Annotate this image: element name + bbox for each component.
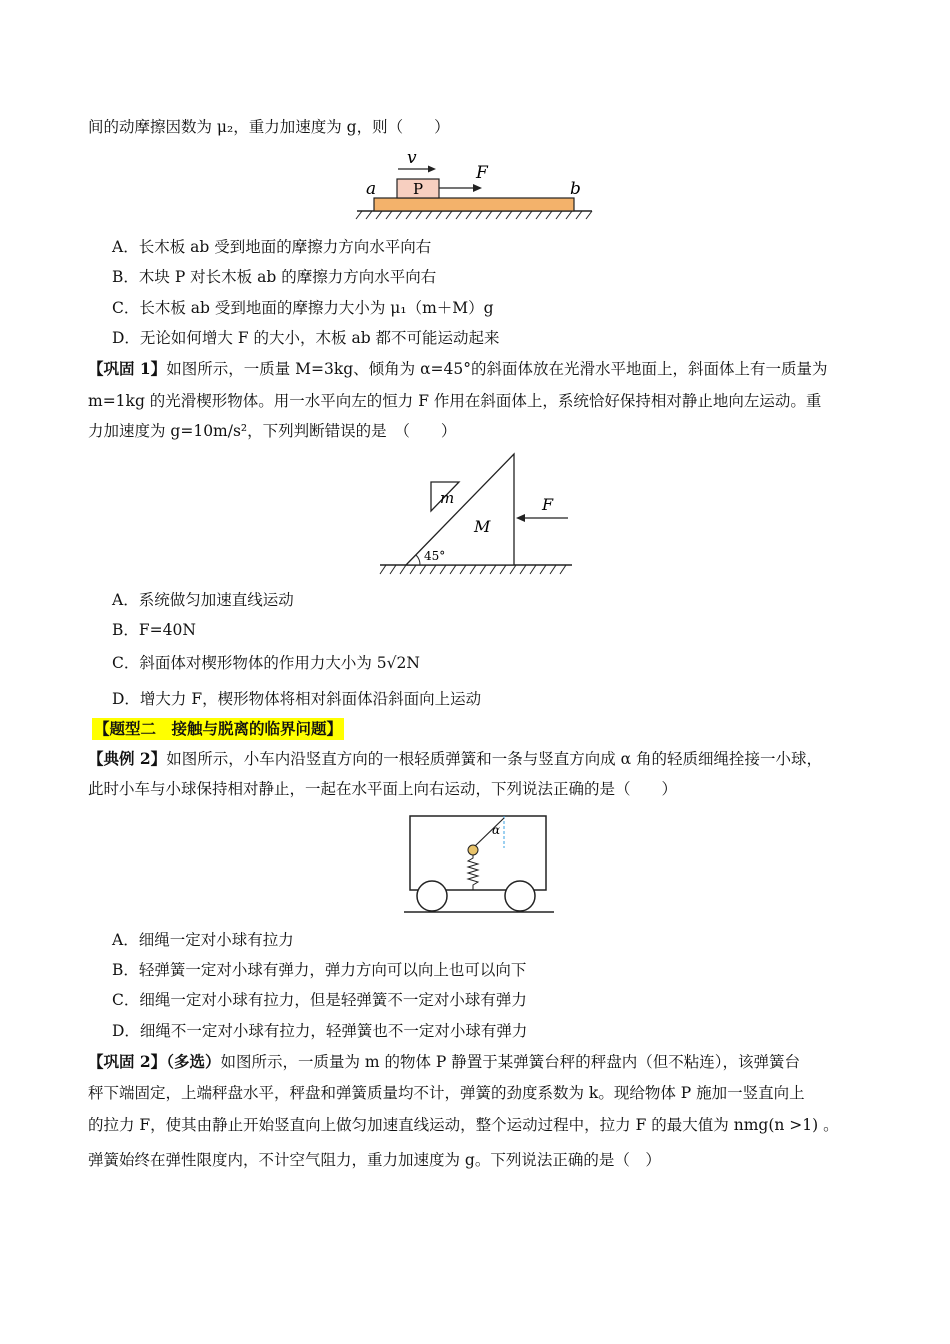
q1-option-a: A．长木板 ab 受到地面的摩擦力方向水平向右 bbox=[112, 238, 432, 256]
q3-text-1: 如图所示，小车内沿竖直方向的一根轻质弹簧和一条与竖直方向成 α 角的轻质细绳拴接一小球， bbox=[166, 750, 823, 768]
q2-option-c: C．斜面体对楔形物体的作用力大小为 5√2N bbox=[112, 654, 420, 672]
q2-line-1 bbox=[88, 358, 828, 380]
q3-option-d: D．细绳不一定对小球有拉力，轻弹簧也不一定对小球有弹力 bbox=[112, 1022, 528, 1040]
label-a: a bbox=[366, 179, 377, 199]
label-angle: 45° bbox=[424, 549, 446, 563]
q3-line-1 bbox=[88, 748, 822, 770]
q1-option-b: B．木块 P 对长木板 ab 的摩擦力方向水平向右 bbox=[112, 268, 437, 286]
q3-option-a: A．细绳一定对小球有拉力 bbox=[112, 931, 294, 949]
long-board bbox=[374, 198, 574, 211]
q3-figure-cart bbox=[400, 812, 558, 918]
q4-line-1 bbox=[88, 1051, 800, 1073]
q2-text-1: 如图所示，一质量 M=3kg、倾角为 α=45°的斜面体放在光滑水平地面上，斜面体上有一质量为 bbox=[166, 360, 828, 378]
label-v: v bbox=[407, 148, 417, 168]
q1-figure-board bbox=[352, 146, 597, 226]
q4-tag: （多选） bbox=[166, 1052, 221, 1071]
label-m: m bbox=[440, 489, 455, 507]
q3-label: 【典例 2】 bbox=[88, 749, 167, 768]
q3-option-b: B．轻弹簧一定对小球有弹力，弹力方向可以向上也可以向下 bbox=[112, 961, 527, 979]
q2-label: 【巩固 1】 bbox=[88, 359, 167, 378]
q2-option-a: A．系统做匀加速直线运动 bbox=[112, 591, 294, 609]
cart-body bbox=[410, 816, 546, 890]
incline-body bbox=[406, 454, 514, 565]
q1-option-d: D．无论如何增大 F 的大小，木板 ab 都不可能运动起来 bbox=[112, 329, 500, 347]
q2-text-3: 力加速度为 g=10m/s²，下列判断错误的是 （ ） bbox=[88, 422, 457, 440]
q2-option-d: D．增大力 F，楔形物体将相对斜面体沿斜面向上运动 bbox=[112, 690, 482, 708]
label-F2: F bbox=[542, 495, 554, 514]
label-b: b bbox=[570, 179, 581, 199]
wheel-left bbox=[417, 881, 447, 911]
q4-text-3: 的拉力 F，使其由静止开始竖直向上做匀加速直线运动，整个运动过程中，拉力 F 的最大值为 nmg(n >1) 。 bbox=[88, 1116, 839, 1134]
q3-option-c: C．细绳一定对小球有拉力，但是轻弹簧不一定对小球有弹力 bbox=[112, 991, 527, 1009]
q4-label: 【巩固 2】 bbox=[88, 1052, 167, 1071]
q2-option-b: B．F=40N bbox=[112, 621, 196, 639]
q1-stem-tail: 间的动摩擦因数为 μ₂，重力加速度为 g，则（ ） bbox=[88, 118, 450, 136]
q3-text-2: 此时小车与小球保持相对静止，一起在水平面上向右运动，下列说法正确的是（ ） bbox=[88, 780, 678, 798]
label-f: F bbox=[476, 163, 488, 183]
q2-figure-incline bbox=[376, 450, 576, 580]
ball bbox=[468, 845, 478, 855]
label-alpha: α bbox=[492, 823, 501, 837]
label-M: M bbox=[474, 517, 491, 536]
q1-option-c: C．长木板 ab 受到地面的摩擦力大小为 μ₁（m＋M）g bbox=[112, 299, 494, 317]
label-p: P bbox=[412, 180, 424, 198]
q4-text-1: 如图所示，一质量为 m 的物体 P 静置于某弹簧台秤的秤盘内（但不粘连），该弹簧台 bbox=[220, 1053, 801, 1071]
wheel-right bbox=[505, 881, 535, 911]
q4-text-2: 秤下端固定，上端秤盘水平，秤盘和弹簧质量均不计，弹簧的劲度系数为 k。现给物体 P 施加一竖直向上 bbox=[88, 1084, 805, 1102]
q4-text-4: 弹簧始终在弹性限度内，不计空气阻力，重力加速度为 g。下列说法正确的是（ ） bbox=[88, 1151, 661, 1169]
q2-text-2: m=1kg 的光滑楔形物体。用一水平向左的恒力 F 作用在斜面体上，系统恰好保持相对静止地向左运动。重 bbox=[88, 392, 822, 410]
section-heading: 【题型二 接触与脱离的临界问题】 bbox=[94, 719, 343, 738]
